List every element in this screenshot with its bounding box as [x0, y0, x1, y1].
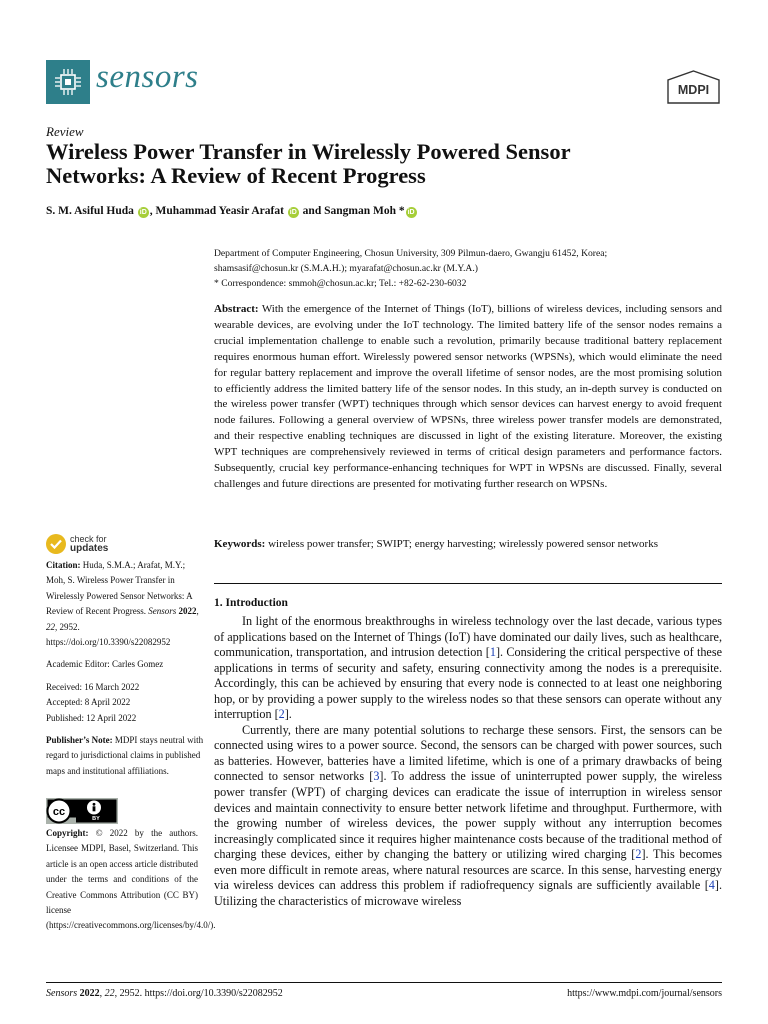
accepted-date: Accepted: 8 April 2022	[46, 697, 131, 708]
reference-link[interactable]: 4	[708, 878, 715, 893]
orcid-icon[interactable]: iD	[407, 209, 415, 216]
updates-label: updates	[70, 543, 109, 554]
affiliation	[214, 246, 714, 291]
article-title: Wireless Power Transfer in Wirelessly Powered Sensor Networks: A Review of Recent Progress	[46, 139, 571, 188]
author-name[interactable]: , Muhammad Yeasir Arafat	[149, 205, 284, 217]
affiliation-line: Department of Computer Engineering, Chosun University, 309 Pilmun-daero, Gwangju 61452, Korea;	[214, 248, 608, 259]
publisher-note: Publisher’s Note: MDPI stays neutral with regard to jurisdictional claims in published maps and institutional affiliations.	[46, 735, 204, 776]
author-name[interactable]: S. M. Asiful Huda	[46, 205, 134, 217]
paragraph: Currently, there are many potential solutions to recharge these sensors. First, the sensors can be connected using wires to a power source. Second, the sensors can be charged with power sources, such as batteries. However, batteries have a limited lifetime, which is one of a primary drawbacks of being connected to sensor networks [3]. To address the issue of uninterrupted power supply, the wireless power transfer (WPT) of charging devices can eradicate the issue of interruption in wireless sensor devices and maintain connectivity to ensure better network lifetime and throughput. Furthermore, with the growing number of wireless devices, the power supply without any interruption becomes increasingly complicated since it requires higher maintenance costs because of the traditional method of charging these devices, either by changing the battery or utilizing wired charging [2]. This becomes even more difficult in remote areas, where natural resources are scarce. In this sense, harvesting energy via wireless devices can address this problem if radiofrequency signals are sufficiently available [4]. Utilizing the characteristics of microwave wireless	[214, 722, 722, 908]
reference-link[interactable]: 3	[373, 769, 380, 784]
footer-divider	[46, 982, 722, 983]
copyright-notice	[46, 826, 216, 934]
reference-link[interactable]: 1	[489, 645, 496, 660]
copyright-text: © 2022 by the authors. Licensee MDPI, Basel, Switzerland. This article is an open access article distributed under the terms and conditions of the Creative Commons Attribution (CC BY) license (https://creativecommons.org/licenses/by/4.0/).	[46, 828, 216, 931]
article-type: Review	[46, 124, 84, 139]
abstract-text: With the emergence of the Internet of Things (IoT), billions of wireless devices, including sensors and wearable devices, are evolving under the IoT technology. The limited battery life of the sensor nodes remains a crucial implementation challenge to enable such a revolution, primarily because traditional battery replacement requires enormous human effort. Wirelessly powered sensor networks (WPSNs), which would eliminate the need for regular battery replacement and improve the overall lifetime of sensor nodes, are the most promising solution to efficiently address the limited battery life of the sensor nodes. In this study, an in-depth survey is conducted on the wireless power transfer (WPT) techniques through which sensor devices can harvest energy to avoid frequent node failures. Following a general overview of WPSNs, three wireless power transfer models are demonstrated, and their respective enabling techniques are discussed in light of the existing literature. Moreover, the existing WPT techniques are comprehensively reviewed in terms of critical design parameters and performance factors. Subsequently, crucial key performance-enhancing techniques for WPT in WPSNs are discussed. Finally, several challenges and future directions are presented for motivating further research on WPSNs.	[214, 303, 722, 490]
footer-citation: Sensors 2022, 22, 2952. https://doi.org/10.3390/s22082952	[46, 988, 283, 999]
author-name[interactable]: and Sangman Moh *	[299, 205, 405, 217]
cc-by-label: BY	[92, 816, 100, 823]
keywords	[214, 537, 722, 553]
chip-icon	[53, 67, 83, 97]
journal-logo	[46, 60, 90, 104]
author-list	[46, 205, 418, 218]
orcid-icon[interactable]: iD	[139, 209, 147, 216]
svg-text:cc: cc	[52, 806, 66, 818]
academic-editor: Academic Editor: Carles Gomez	[46, 659, 164, 670]
sidebar-info	[46, 558, 204, 786]
dates	[46, 680, 204, 726]
section-title: 1. Introduction	[214, 597, 288, 609]
affiliation-emails: shamsasif@chosun.kr (S.M.A.H.); myarafat@chosun.ac.kr (M.Y.A.)	[214, 263, 478, 274]
reference-link[interactable]: 2	[635, 847, 642, 862]
abstract-label: Abstract:	[214, 303, 259, 315]
section-divider	[214, 583, 722, 584]
copyright-label: Copyright:	[46, 828, 89, 838]
journal-name: sensors	[96, 59, 199, 95]
check-updates-icon	[46, 534, 66, 554]
abstract	[214, 302, 722, 493]
body-text	[214, 614, 722, 909]
paragraph: In light of the enormous breakthroughs in wireless technology over the last decade, various types of applications based on the Internet of Things (IoT) have dominated our daily lives, such as healthcare, communication, transportation, and intrusion detection [1]. Considering the critical perspective of these applications in terms of security and safety, ensuring connectivity among the nodes is a prerequisite. Accordingly, this can be achieved by ensuring that every node is connected to at least one neighboring hop, or by providing a power supply to the wireless nodes so that these sensors can operate without any interruption [2].	[214, 614, 722, 722]
keywords-label: Keywords:	[214, 538, 266, 550]
footer-journal-url[interactable]: https://www.mdpi.com/journal/sensors	[567, 988, 722, 999]
published-date: Published: 12 April 2022	[46, 712, 137, 723]
check-label: check for	[70, 534, 107, 544]
citation: Citation: Huda, S.M.A.; Arafat, M.Y.; Moh, S. Wireless Power Transfer in Wirelessly Powered Sensor Networks: A Review of Recent Progress. Sensors 2022, 22, 2952. https://doi.org/10.3390/s22082952	[46, 560, 199, 648]
publisher-name: MDPI	[677, 83, 710, 97]
orcid-icon[interactable]: iD	[289, 209, 297, 216]
keywords-text: wireless power transfer; SWIPT; energy harvesting; wirelessly powered sensor networks	[268, 538, 658, 550]
reference-link[interactable]: 2	[278, 707, 285, 722]
correspondence: * Correspondence: smmoh@chosun.ac.kr; Tel.: +82-62-230-6032	[214, 278, 467, 289]
publisher-logo	[666, 70, 721, 104]
cc-by-license-badge[interactable]	[46, 798, 118, 824]
received-date: Received: 16 March 2022	[46, 681, 140, 692]
